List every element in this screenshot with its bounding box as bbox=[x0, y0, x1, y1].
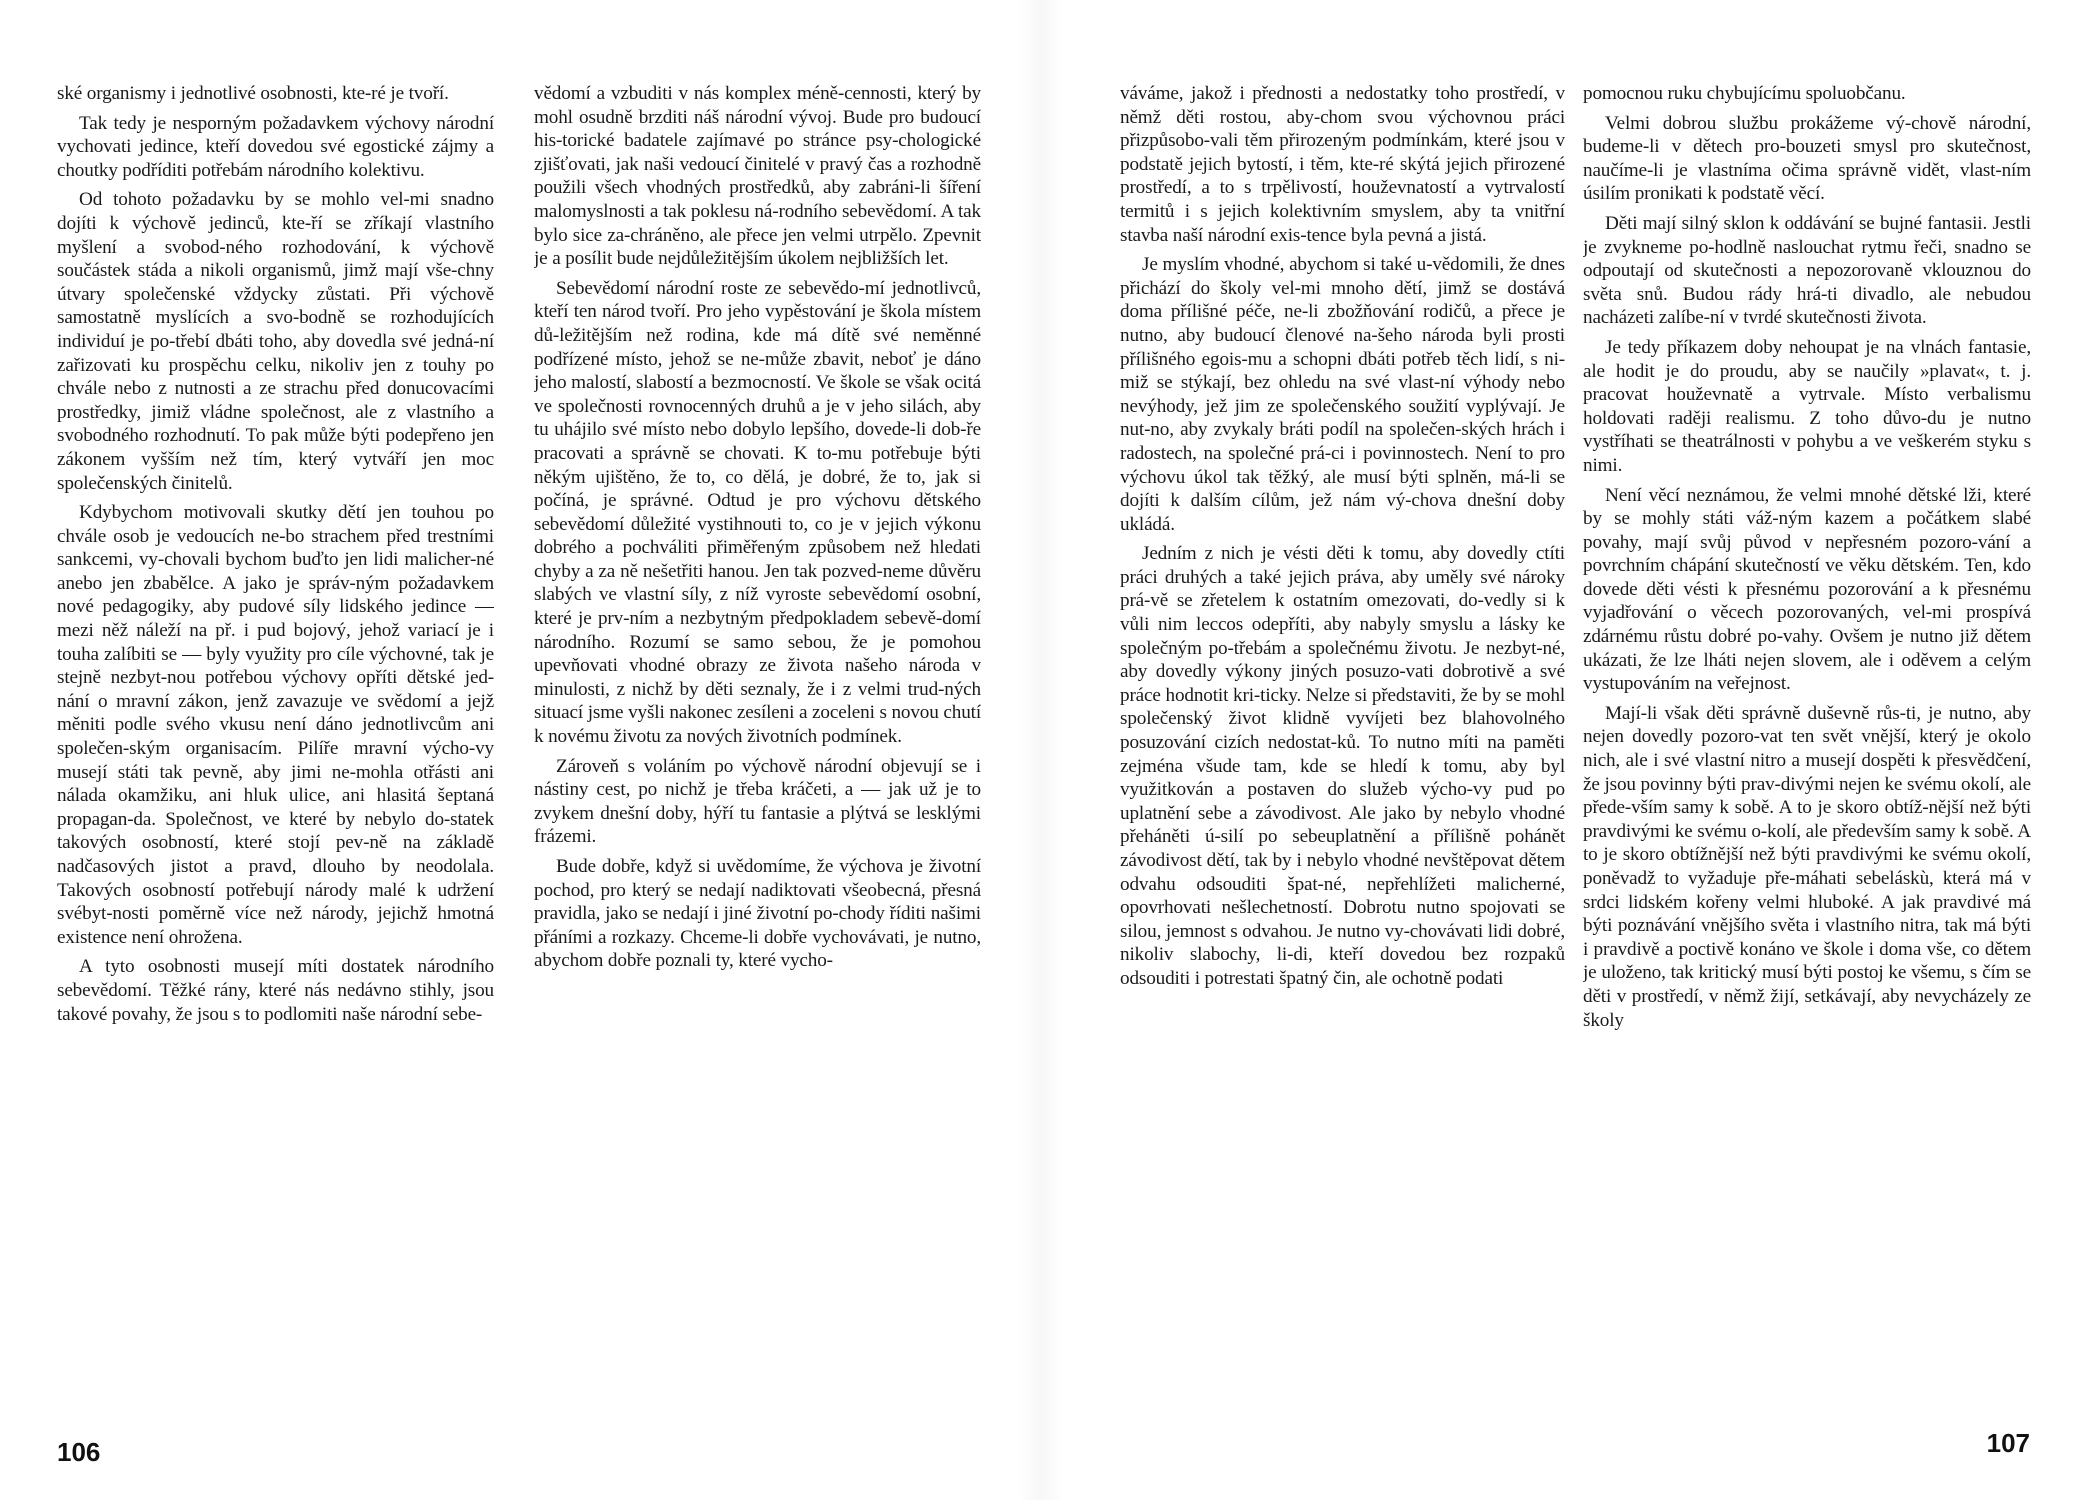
paragraph: Od tohoto požadavku by se mohlo vel-mi snadno dojíti k výchově jedinců, kte-ří se zříkají vlastního myšlení a svobod-ného rozhodování, k výchově součástek stáda a nikoli organismů, jimž mají vše-chny útvary společenské vždycky zůstati. Při výchově samostatně myslících a svo-bodně se rozhodujících individuí je po-třebí dbáti toho, aby dovedla své jedná-ní zařizovati ku prospěchu celku, nikoliv jen z touhy po chvále nebo z nutnosti a ze strachu před donucovacími prostředky, jimiž vládne společnost, ale z vlastního a svobodného rozhodnutí. To pak může býti podepřeno jen zákonem vyšším než tím, který vytváří jen moc společenských činitelů. bbox=[57, 189, 494, 494]
paragraph: váváme, jakož i přednosti a nedostatky toho prostředí, v němž děti rostou, aby-chom svou výchovnou práci přizpůsobo-vali těm přirozeným podmínkám, které jsou v podstatě jejich bytostí, i těm, kte-ré skýtá jejich přirozené prostředí, a to s trpělivostí, houževnatostí a vytrvalostí termitů i s jejich kolektivním smyslem, aby ta vnitřní stavba naší národní exis-tence byla pevná a jistá. bbox=[1120, 83, 1565, 246]
paragraph: Bude dobře, když si uvědomíme, že výchova je životní pochod, pro který se nedají nadiktovati všeobecná, přesná pravidla, jako se nedají i jiné životní po-chody říditi našimi přáními a rozkazy. Chceme-li dobře vychovávati, je nutno, abychom dobře poznali ty, které vycho- bbox=[534, 856, 981, 972]
paragraph: Zároveň s voláním po výchově národní objevují se i nástiny cest, po nichž je třeba kráčeti, a — jak už je to zvykem dnešní doby, hýří tu fantasie a plýtvá se lesklými frázemi. bbox=[534, 755, 981, 848]
right-page bbox=[1041, 0, 2082, 1500]
right-page-column-1 bbox=[1120, 82, 1565, 1420]
page-number-right: 107 bbox=[1986, 1428, 2030, 1458]
paragraph: Kdybychom motivovali skutky dětí jen touhou po chvále osob je vedoucích ne-bo strachem před trestními sankcemi, vy-chovali bychom buďto jen lidi malicher-né anebo jen zbabělce. A jako je správ-ným požadavkem nové pedagogiky, aby pudové síly lidského jedince — mezi něž náleží na př. i pud bojový, jehož variací je i touha zalíbiti se — byly využity pro cíle výchovné, tak je stejně nezbyt-nou potřebou výchovy opříti dětské jed-nání o mravní zákon, jenž zavazuje ve svědomí a jejž měniti podle svého vkusu není dáno jednotlivcům ani společen-ským organisacím. Pilíře mravní výcho-vy musejí státi tak pevně, aby jimi ne-mohla otřásti ani nálada okamžiku, ani hluk ulice, ani hlasitá šeptaná propagan-da. Společnost, ve které by nebylo do-statek takových osobností, které stojí pev-ně na základě nadčasových jistot a pravd, dlouho by neodolala. Takových osobností potřebují národy malé k udržení svébyt-nosti poměrně více než národy, jejichž hmotná existence není ohrožena. bbox=[57, 502, 494, 948]
page-number-left: 106 bbox=[57, 1437, 101, 1467]
right-page-column-2 bbox=[1583, 82, 2031, 1420]
paragraph: Mají-li však děti správně duševně růs-ti, je nutno, aby nejen dovedly pozoro-vat ten svět vnější, který je okolo nich, ale i své vlastní nitro a musejí dospěti k přesvědčení, že jsou povinny býti prav-divými nejen ke svému okolí, ale přede-vším samy k sobě. A to je skoro obtíž-nější než býti pravdivými ke svému o-kolí, ale především samy k sobě. A to je skoro obtížnější než býti pravdivými ke svému okolí, poněvadž to vyžaduje pře-máhati sebeláskù, která má v srdci lidském kořeny velmi hluboké. A jak pravdivé má býti poznávání vnějšího světa i vlastního nitra, tak má býti i pravdivě a poctivě konáno ve škole i doma vše, co dětem je uloženo, tak kritický musí býti postoj ke všemu, s čím se děti v prostředí, v němž žijí, setkávají, aby nevycházely ze školy bbox=[1583, 702, 2031, 1031]
paragraph: Tak tedy je nesporným požadavkem výchovy národní vychovati jedince, kteří dovedou své egostické zájmy a choutky podříditi potřebám národního kolektivu. bbox=[57, 112, 494, 181]
left-page-column-1 bbox=[57, 82, 494, 1420]
paragraph: vědomí a vzbuditi v nás komplex méně-cennosti, který by mohl osudně brzditi náš národní vývoj. Bude pro budoucí his-torické badatele zajímavé po stránce psy-chologické zjišťovati, jak naši vedoucí činitelé v pravý čas a rozhodně použili všech vhodných prostředků, aby zabráni-li šíření malomyslnosti a tak poklesu ná-rodního sebevědomí. A tak bylo sice za-chráněno, ale přece jen velmi utrpělo. Zpevnit je a posílit bude nejdůležitějším úkolem nejbližších let. bbox=[534, 83, 981, 270]
paragraph: A tyto osobnosti musejí míti dostatek národního sebevědomí. Těžké rány, které nás nedávno stihly, jsou takové povahy, že jsou s to podlomiti naše národní sebe- bbox=[57, 956, 494, 1025]
paragraph: Je tedy příkazem doby nehoupat je na vlnách fantasie, ale hodit je do proudu, aby se naučily »plavat«, t. j. pracovat houževnatě a vytrvale. Místo verbalismu holdovati raději realismu. Z toho důvo-du je nutno vystříhati se theatrálnosti v pohybu a ve veškerém styku s nimi. bbox=[1583, 336, 2031, 476]
paragraph: Je myslím vhodné, abychom si také u-vědomili, že dnes přichází do školy vel-mi mnoho dětí, jimž se dostává doma přílišné péče, ne-li zbožňování rodičů, a přece je nutno, aby budoucí členové na-šeho národa byli prosti přílišného egois-mu a schopni dbáti potřeb těch lidí, s ni-miž se stýkají, bez ohledu na své vlast-ní výhody nebo nevýhody, jež jim ze společenského soužití vyplývají. Je nut-no, aby zvykaly bráti podíl na společen-ských hrách i radostech, na společné prá-ci i povinnostech. Není to pro výchovu úkol tak těžký, ale musí býti splněn, má-li se dojíti k dalším cílům, jež nám vý-chova dnešní doby ukládá. bbox=[1120, 254, 1565, 535]
paragraph: ské organismy i jednotlivé osobnosti, kte-ré je tvoří. bbox=[57, 83, 449, 104]
paragraph: Není věcí neznámou, že velmi mnohé dětské lži, které by se mohly státi váž-ným kazem a počátkem slabé povahy, mají svůj původ v nepřesném pozoro-vání a povrchním chápání skutečností ve věku dětském. Ten, kdo dovede děti vésti k přesnému pozorování a k přesnému vyjadřování o věcech pozorovaných, vel-mi prospívá zdárnému růstu dobré po-vahy. Ovšem je nutno již dětem ukázati, že lze lháti nejen slovem, ale i oděvem a celým vystupováním na veřejnost. bbox=[1583, 484, 2031, 695]
paragraph: Velmi dobrou službu prokážeme vý-chově národní, budeme-li v dětech pro-bouzeti smysl pro skutečnost, naučíme-li je vlastníma očima správně vidět, vlast-ním úsilím pronikati k podstatě věcí. bbox=[1583, 112, 2031, 205]
left-page-column-2 bbox=[534, 82, 981, 1420]
paragraph: Jedním z nich je vésti děti k tomu, aby dovedly ctíti práci druhých a také jejich práva, aby uměly své nároky prá-vě se zřetelem k ostatním omezovati, do-vedly si k vůli nim leccos odepříti, aby nabyly smyslu a lásky ke společným po-třebám a společnému životu. Je nezbyt-né, aby dovedly výkony jiných posuzo-vati dobrotivě a své práce hodnotit kri-ticky. Nelze si představiti, že by se mohl společenský život klidně vyvíjeti bez blahovolného posuzování cizích nedostat-ků. To nutno míti na paměti zejména všude tam, kde se hledí k tomu, aby byl využitkován a postaven do služeb výcho-vy pud po uplatnění sebe a závodivost. Ale jako by nebylo vhodné přeháněti ú-silí po sebeuplatnění a přílišně pohánět závodivost dětí, tak by i nebylo vhodné nevštěpovat dětem odvahu odsouditi špat-né, nepřehlížeti malicherné, opovrhovati nešlechetností. Dobrotu nutno spojovati se silou, jemnost s odvahou. Je nutno vy-chovávati lidi dobré, nikoliv slabochy, li-di, kteří dovedou bez rozpaků odsouditi i potrestati špatný čin, ale ochotně podati bbox=[1120, 543, 1565, 989]
paragraph: pomocnou ruku chybujícímu spoluobčanu. bbox=[1583, 83, 1906, 104]
paragraph: Děti mají silný sklon k oddávání se bujné fantasii. Jestli je zvykneme po-hodlně naslouchat rytmu řeči, snadno se odpoutají od skutečnosti a nepozorovaně vklouznou do světa snů. Budou rády hrá-ti divadlo, ale nebudou nacházeti zalíbe-ní v tvrdé skutečnosti života. bbox=[1583, 212, 2031, 329]
paragraph: Sebevědomí národní roste ze sebevědo-mí jednotlivců, kteří ten národ tvoří. Pro jeho vypěstování je škola místem dů-ležitějším než rodina, kde má dítě své neměnné podřízené místo, jehož se ne-může zbavit, neboť je dáno jeho malostí, slabostí a bezmocností. Ve škole se však ocitá ve společnosti rovnocenných druhů a je v jeho silách, aby tu uhájilo své místo nebo dobylo lepšího, dovede-li dob-ře pracovati a správně se chovati. K to-mu potřebuje býti někým ujištěno, že to, co dělá, je dobré, že to, jak si počíná, je správné. Odtud je pro výchovu dětského sebevědomí důležité vystihnouti to, co je v jejich výkonu dobrého a pochváliti přiměřeným způsobem než hledati chyby a za ně nešetřiti hanou. Jen tak pozved-neme důvěru slabých ve vlastní síly, z níž vyroste sebevědomí osobní, které je prv-ním a nezbytným předpokladem sebevě-domí národního. Rozumí se samo sebou, že je pomohou upevňovati vhodné obrazy ze života našeho národa v minulosti, z nichž by děti seznaly, že i z velmi trud-ných situací jsme vyšli nakonec zesíleni a zoceleni s novou chutí k novému životu za nových životních podmínek. bbox=[534, 277, 981, 748]
